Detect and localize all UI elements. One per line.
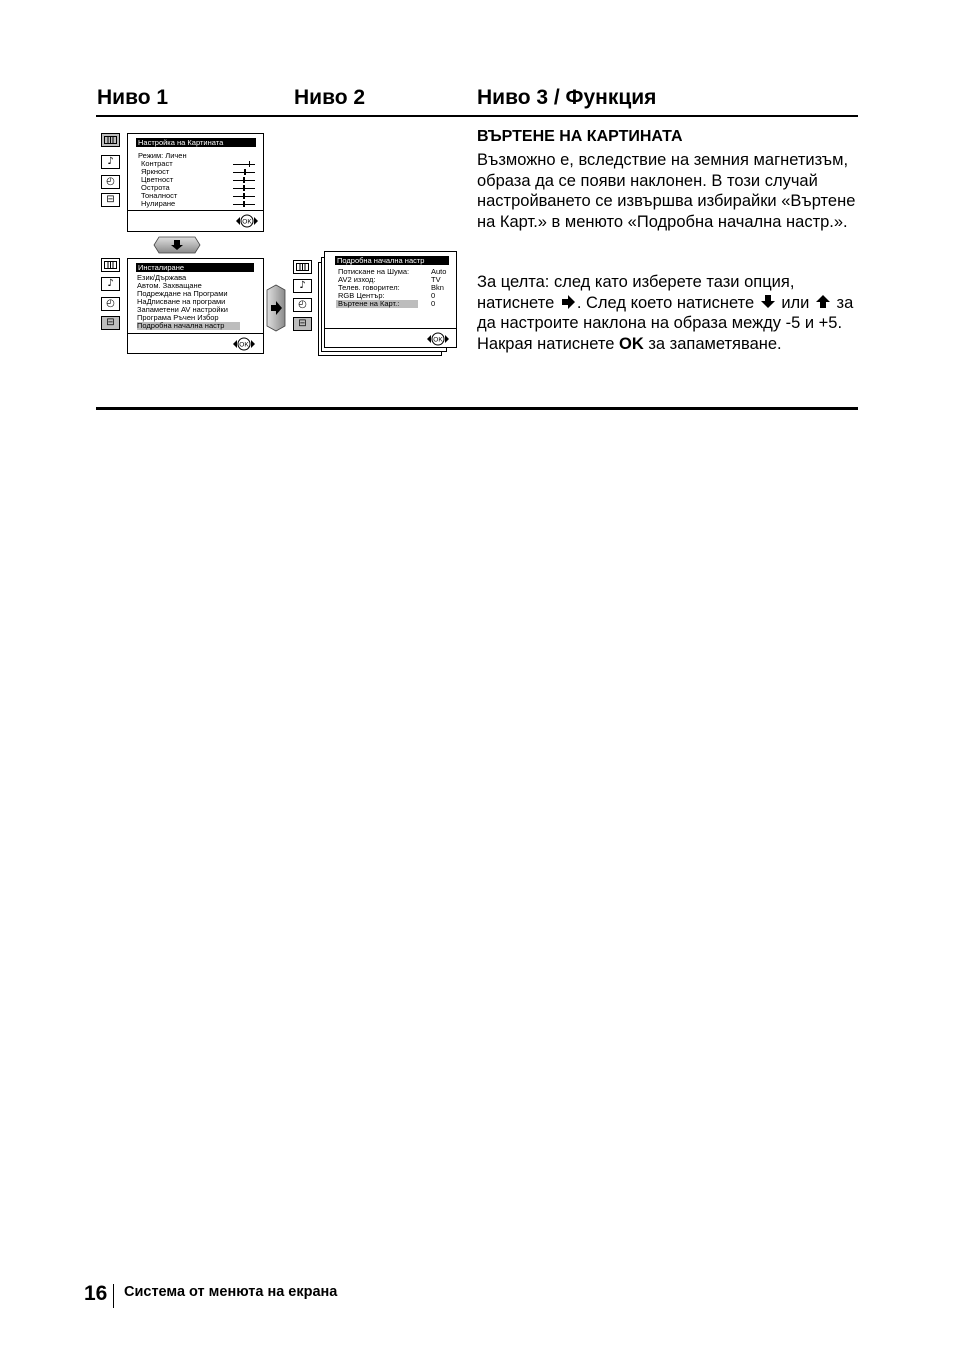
picture-menu-title: Настройка на Картината — [136, 138, 256, 147]
picture-settings-menu — [127, 133, 264, 232]
picture-menu-item[interactable]: Нулиране — [141, 199, 176, 208]
detail-menu-value: Bkn — [431, 283, 444, 292]
down-arrow-icon — [759, 293, 777, 311]
instr-text-5: за запаметяване. — [643, 334, 782, 353]
instr-text-2: . След което натиснете — [576, 293, 759, 312]
picture-menu-separator — [128, 210, 263, 211]
picture-icon — [101, 133, 120, 147]
footer-divider — [113, 1284, 114, 1308]
bottom-rule — [96, 407, 858, 410]
heading-level2: Ниво 2 — [294, 86, 366, 109]
install-menu-item[interactable]: Запаметени AV настройки — [137, 305, 228, 314]
picture-level-slider[interactable] — [233, 168, 255, 176]
install-menu-item[interactable]: Език/Държава — [137, 273, 187, 282]
picture-menu-item[interactable]: Цветност — [141, 175, 174, 184]
setup-icon: ⊟ — [293, 317, 312, 331]
picture-level-slider[interactable] — [233, 160, 255, 168]
svg-text:OK: OK — [239, 341, 249, 349]
picture-level-slider[interactable] — [233, 176, 255, 184]
ok-key-label: OK — [619, 334, 644, 353]
ok-button-icon — [427, 331, 449, 347]
ok-button-icon — [236, 213, 258, 229]
timer-icon: ◴ — [101, 175, 120, 189]
detail-menu-value: 0 — [431, 299, 436, 308]
install-menu-item[interactable]: Програма Ръчен Избор — [137, 313, 219, 322]
picture-level-slider[interactable] — [233, 200, 255, 208]
sound-icon: ♪ — [293, 279, 312, 293]
detail-menu-label[interactable]: AV2 изход: — [338, 275, 376, 284]
picture-menu-item[interactable]: Контраст — [141, 159, 173, 168]
svg-text:OK: OK — [433, 336, 443, 344]
install-menu-title: Инсталиране — [136, 263, 254, 272]
install-menu — [127, 258, 264, 354]
timer-icon: ◴ — [101, 297, 120, 311]
picture-icon — [293, 260, 312, 274]
picture-menu-item[interactable]: Острота — [141, 183, 170, 192]
detail-menu-label[interactable]: RGB Център: — [338, 291, 385, 300]
page-number: 16 — [84, 1282, 108, 1305]
right-arrow-icon — [559, 293, 577, 311]
detail-menu-separator — [325, 328, 456, 329]
picture-menu-item[interactable]: Яркност — [141, 167, 170, 176]
picture-level-slider[interactable] — [233, 192, 255, 200]
detail-menu-value: Auto — [431, 267, 447, 276]
install-menu-item[interactable]: Подреждане на Програми — [137, 289, 228, 298]
picture-icon — [101, 258, 120, 272]
sound-icon: ♪ — [101, 155, 120, 169]
heading-level1: Ниво 1 — [97, 86, 169, 109]
top-rule — [96, 115, 858, 117]
install-menu-item[interactable]: Подробна начална настр — [137, 322, 240, 330]
setup-icon: ⊟ — [101, 193, 120, 207]
paragraph-instructions — [477, 272, 862, 354]
right-arrow-button — [266, 284, 286, 332]
heading-level3: Ниво 3 / Функция — [477, 86, 657, 109]
sound-icon: ♪ — [101, 277, 120, 291]
instr-text-3: или — [776, 293, 814, 312]
up-arrow-icon — [814, 293, 832, 311]
svg-text:OK: OK — [242, 218, 252, 226]
picture-mode-row: Режим: Личен — [138, 151, 187, 160]
detail-menu-label[interactable]: Телев. говорител: — [338, 283, 400, 292]
detail-menu-label[interactable]: Потискане на Шума: — [338, 267, 410, 276]
paragraph-description: Възможно е, вследствие на земния магнетизъм, образа да се появи наклонен. В този случай настройването се извършва избирайки «Въртене на Карт.» в менюто «Подробна начална настр.». — [477, 151, 856, 231]
install-menu-separator — [128, 333, 263, 334]
picture-menu-item[interactable]: Тоналност — [141, 191, 178, 200]
picture-level-slider[interactable] — [233, 184, 255, 192]
down-arrow-button — [153, 236, 201, 254]
timer-icon: ◴ — [293, 298, 312, 312]
setup-icon: ⊟ — [101, 316, 120, 330]
detail-menu-title: Подробна начална настр — [335, 256, 449, 265]
detail-menu-value: 0 — [431, 291, 436, 300]
instr-text-1: За целта: след като изберете тази опция, натиснете — [477, 273, 795, 312]
detail-menu-value: TV — [431, 275, 441, 284]
install-menu-item[interactable]: Автом. Захващане — [137, 281, 202, 290]
ok-button-icon — [233, 336, 255, 352]
install-menu-item[interactable]: НаДписване на програми — [137, 297, 226, 306]
section-title: ВЪРТЕНЕ НА КАРТИНАТА — [477, 128, 683, 145]
instr-text-4: за да настроите наклона на образа между -5 и +5. Накрая натиснете — [477, 293, 854, 353]
detail-menu-label[interactable]: Въртене на Карт.: — [336, 300, 418, 308]
detail-menu — [324, 251, 457, 348]
footer-section-title: Система от менюта на екрана — [124, 1284, 338, 1300]
